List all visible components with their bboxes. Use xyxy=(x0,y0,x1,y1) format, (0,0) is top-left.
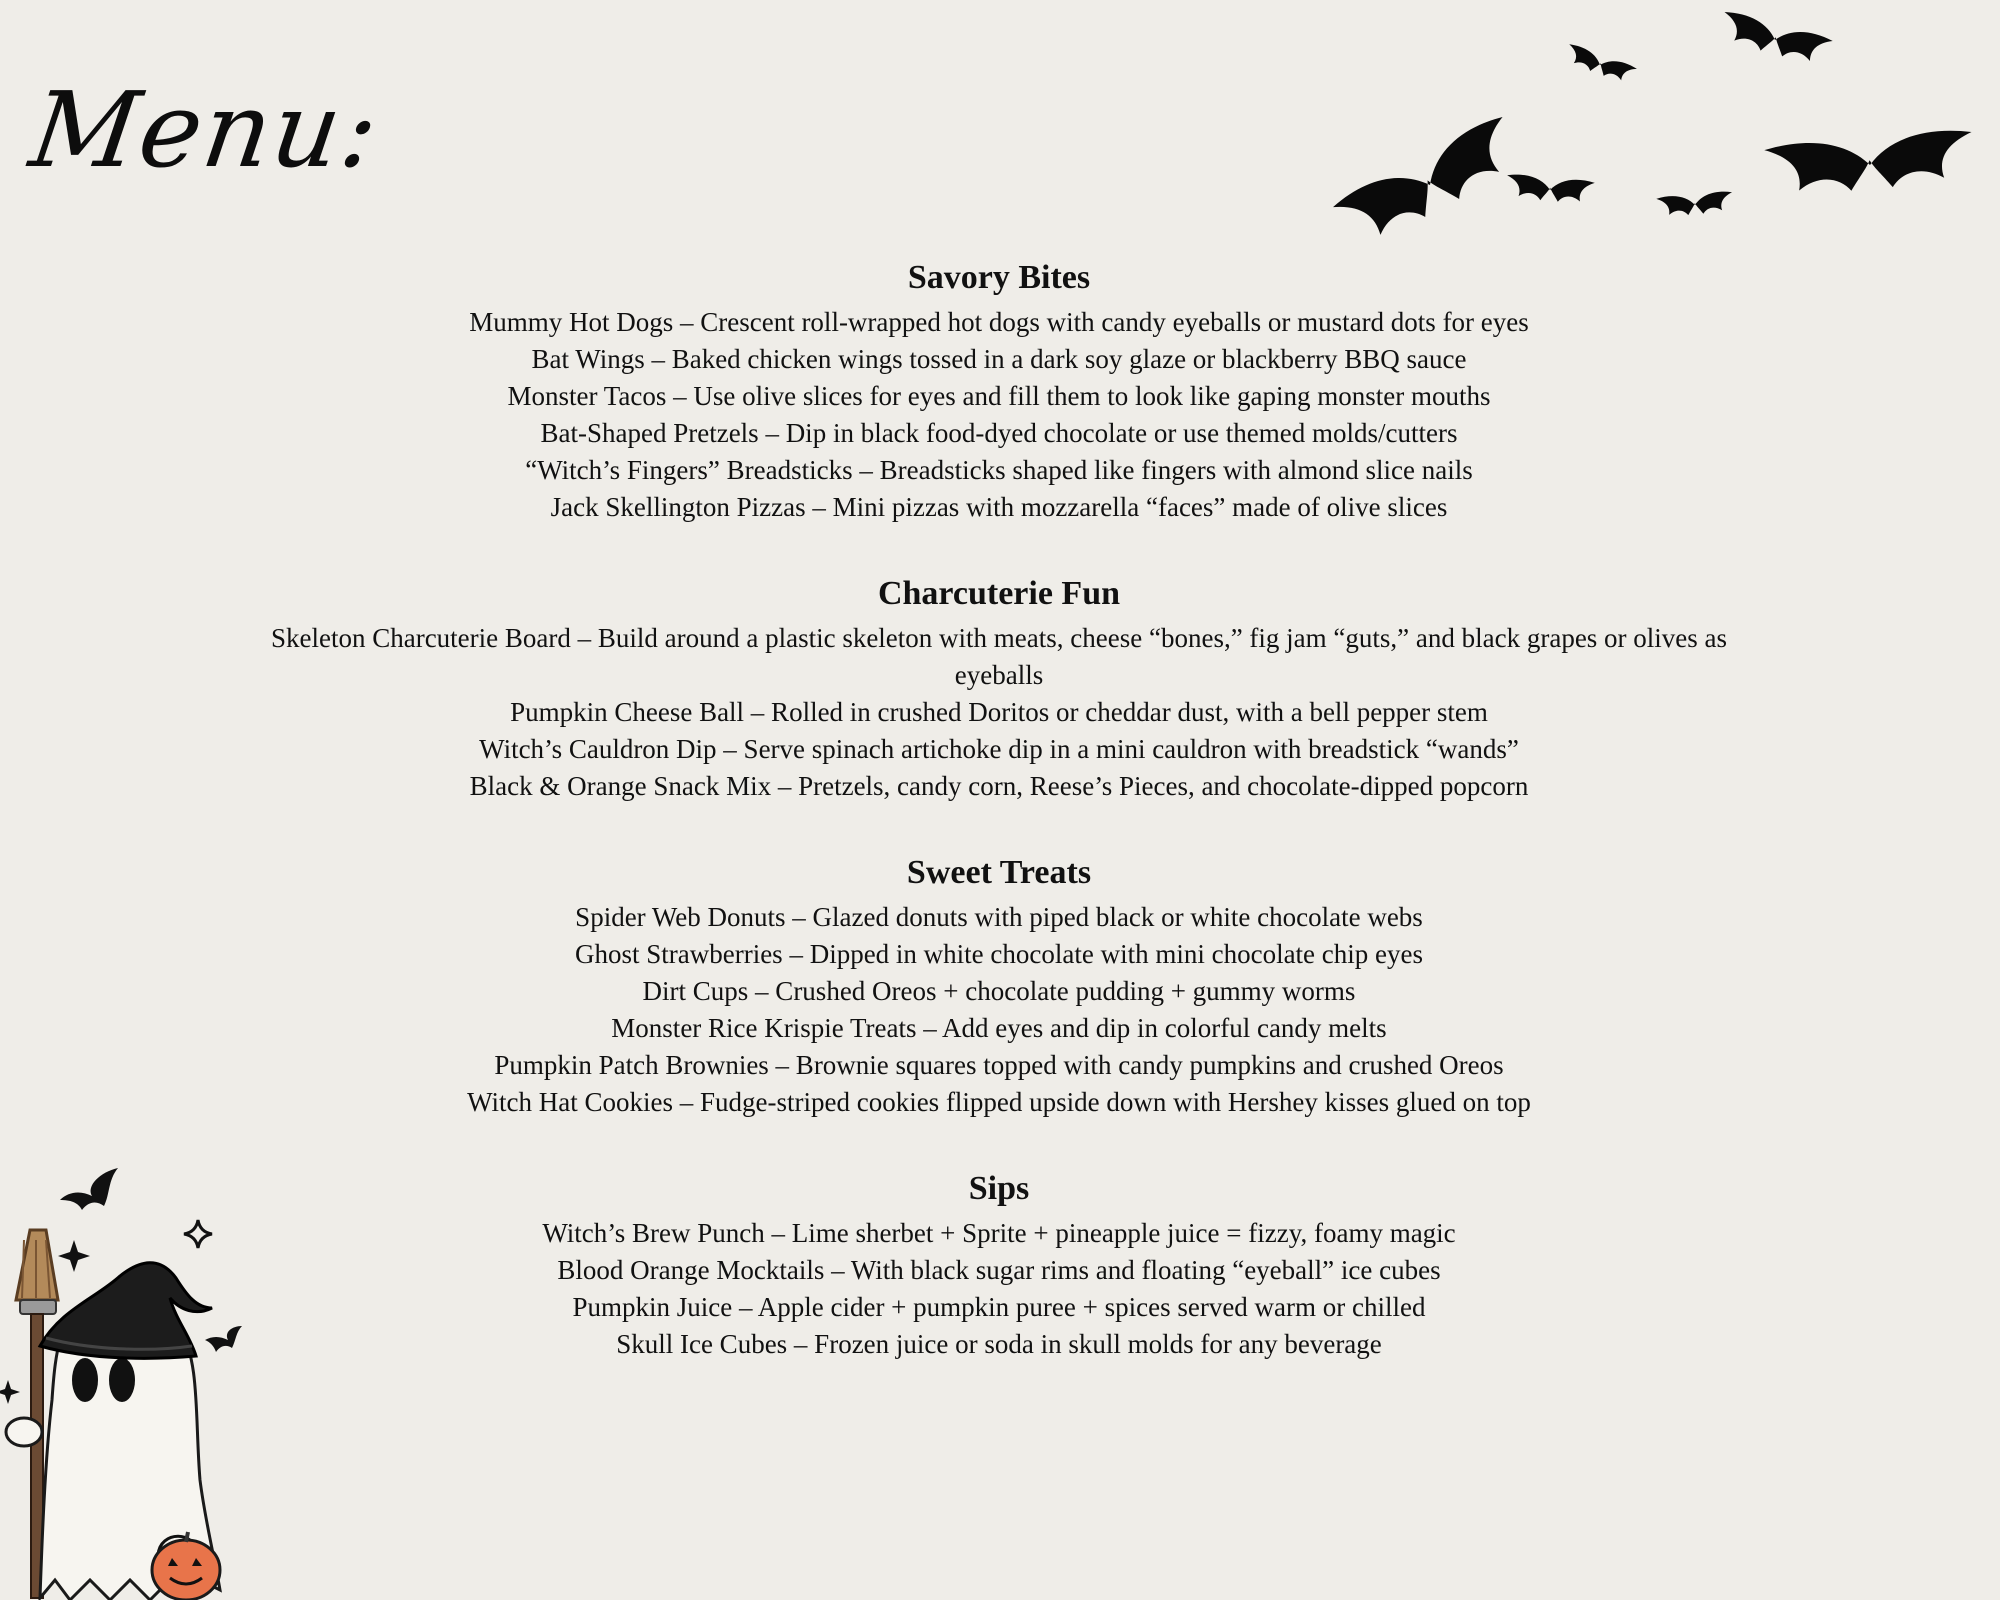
menu-item: Dirt Cups – Crushed Oreos + chocolate pudding + gummy worms xyxy=(642,976,1356,1006)
bat-icon xyxy=(1331,113,1527,250)
menu-item: Mummy Hot Dogs – Crescent roll-wrapped hot dogs with candy eyeballs or mustard dots for eyes xyxy=(469,307,1529,337)
menu-item: Pumpkin Patch Brownies – Brownie squares topped with candy pumpkins and crushed Oreos xyxy=(494,1050,1504,1080)
menu-item: Monster Tacos – Use olive slices for eyes and fill them to look like gaping monster mouths xyxy=(507,381,1491,411)
section-heading: Sweet Treats xyxy=(906,854,1092,891)
menu-item: Monster Rice Krispie Treats – Add eyes and dip in colorful candy melts xyxy=(611,1013,1387,1043)
menu-item: Witch’s Cauldron Dip – Serve spinach artichoke dip in a mini cauldron with breadstick “wands” xyxy=(479,734,1519,764)
section-sips xyxy=(250,1165,1748,1363)
witch-hat-icon xyxy=(40,1263,212,1359)
bat-icon xyxy=(1764,128,1976,198)
menu-item: Witch’s Brew Punch – Lime sherbet + Sprite + pineapple juice = fizzy, foamy magic xyxy=(542,1218,1456,1248)
menu-item: Bat-Shaped Pretzels – Dip in black food-dyed chocolate or use themed molds/cutters xyxy=(540,418,1458,448)
bat-icon xyxy=(1505,174,1595,205)
menu-item: Skull Ice Cubes – Frozen juice or soda in skull molds for any beverage xyxy=(616,1329,1382,1359)
menu-content xyxy=(250,254,1748,1407)
section-charcuterie-fun xyxy=(250,570,1748,805)
section-sweet-treats xyxy=(250,849,1748,1121)
sparkle-icon xyxy=(184,1220,212,1248)
menu-item: Black & Orange Snack Mix – Pretzels, candy corn, Reese’s Pieces, and chocolate-dipped popcorn xyxy=(469,771,1529,801)
bat-icon xyxy=(1717,10,1833,68)
menu-item: Ghost Strawberries – Dipped in white chocolate with mini chocolate chip eyes xyxy=(574,939,1424,969)
menu-item: Spider Web Donuts – Glazed donuts with piped black or white chocolate webs xyxy=(575,902,1423,932)
menu-item: Witch Hat Cookies – Fudge-striped cookies flipped upside down with Hershey kisses glued on top xyxy=(467,1087,1531,1117)
witch-ghost-icon xyxy=(0,1160,260,1600)
menu-item: Jack Skellington Pizzas – Mini pizzas with mozzarella “faces” made of olive slices xyxy=(550,492,1448,522)
menu-item: Pumpkin Juice – Apple cider + pumpkin puree + spices served warm or chilled xyxy=(572,1292,1426,1322)
section-heading: Savory Bites xyxy=(907,259,1091,296)
menu-item: Blood Orange Mocktails – With black sugar rims and floating “eyeball” ice cubes xyxy=(557,1255,1441,1285)
section-heading: Charcuterie Fun xyxy=(877,575,1121,612)
menu-item: “Witch’s Fingers” Breadsticks – Breadsticks shaped like fingers with almond slice nails xyxy=(525,455,1473,485)
menu-title: Menu: xyxy=(23,69,388,191)
menu-item: Bat Wings – Baked chicken wings tossed in a dark soy glaze or blackberry BBQ sauce xyxy=(531,344,1467,374)
bat-icon xyxy=(1563,43,1637,86)
section-heading: Sips xyxy=(968,1170,1030,1207)
bat-icon xyxy=(1656,191,1733,218)
section-savory-bites xyxy=(250,254,1748,526)
menu-item: Skeleton Charcuterie Board – Build around a plastic skeleton with meats, cheese “bones,” fig jam “guts,” and black grapes or olives as eyeballs xyxy=(270,623,1728,690)
bats-decoration xyxy=(1300,0,2000,250)
menu-item: Pumpkin Cheese Ball – Rolled in crushed Doritos or cheddar dust, with a bell pepper stem xyxy=(510,697,1488,727)
